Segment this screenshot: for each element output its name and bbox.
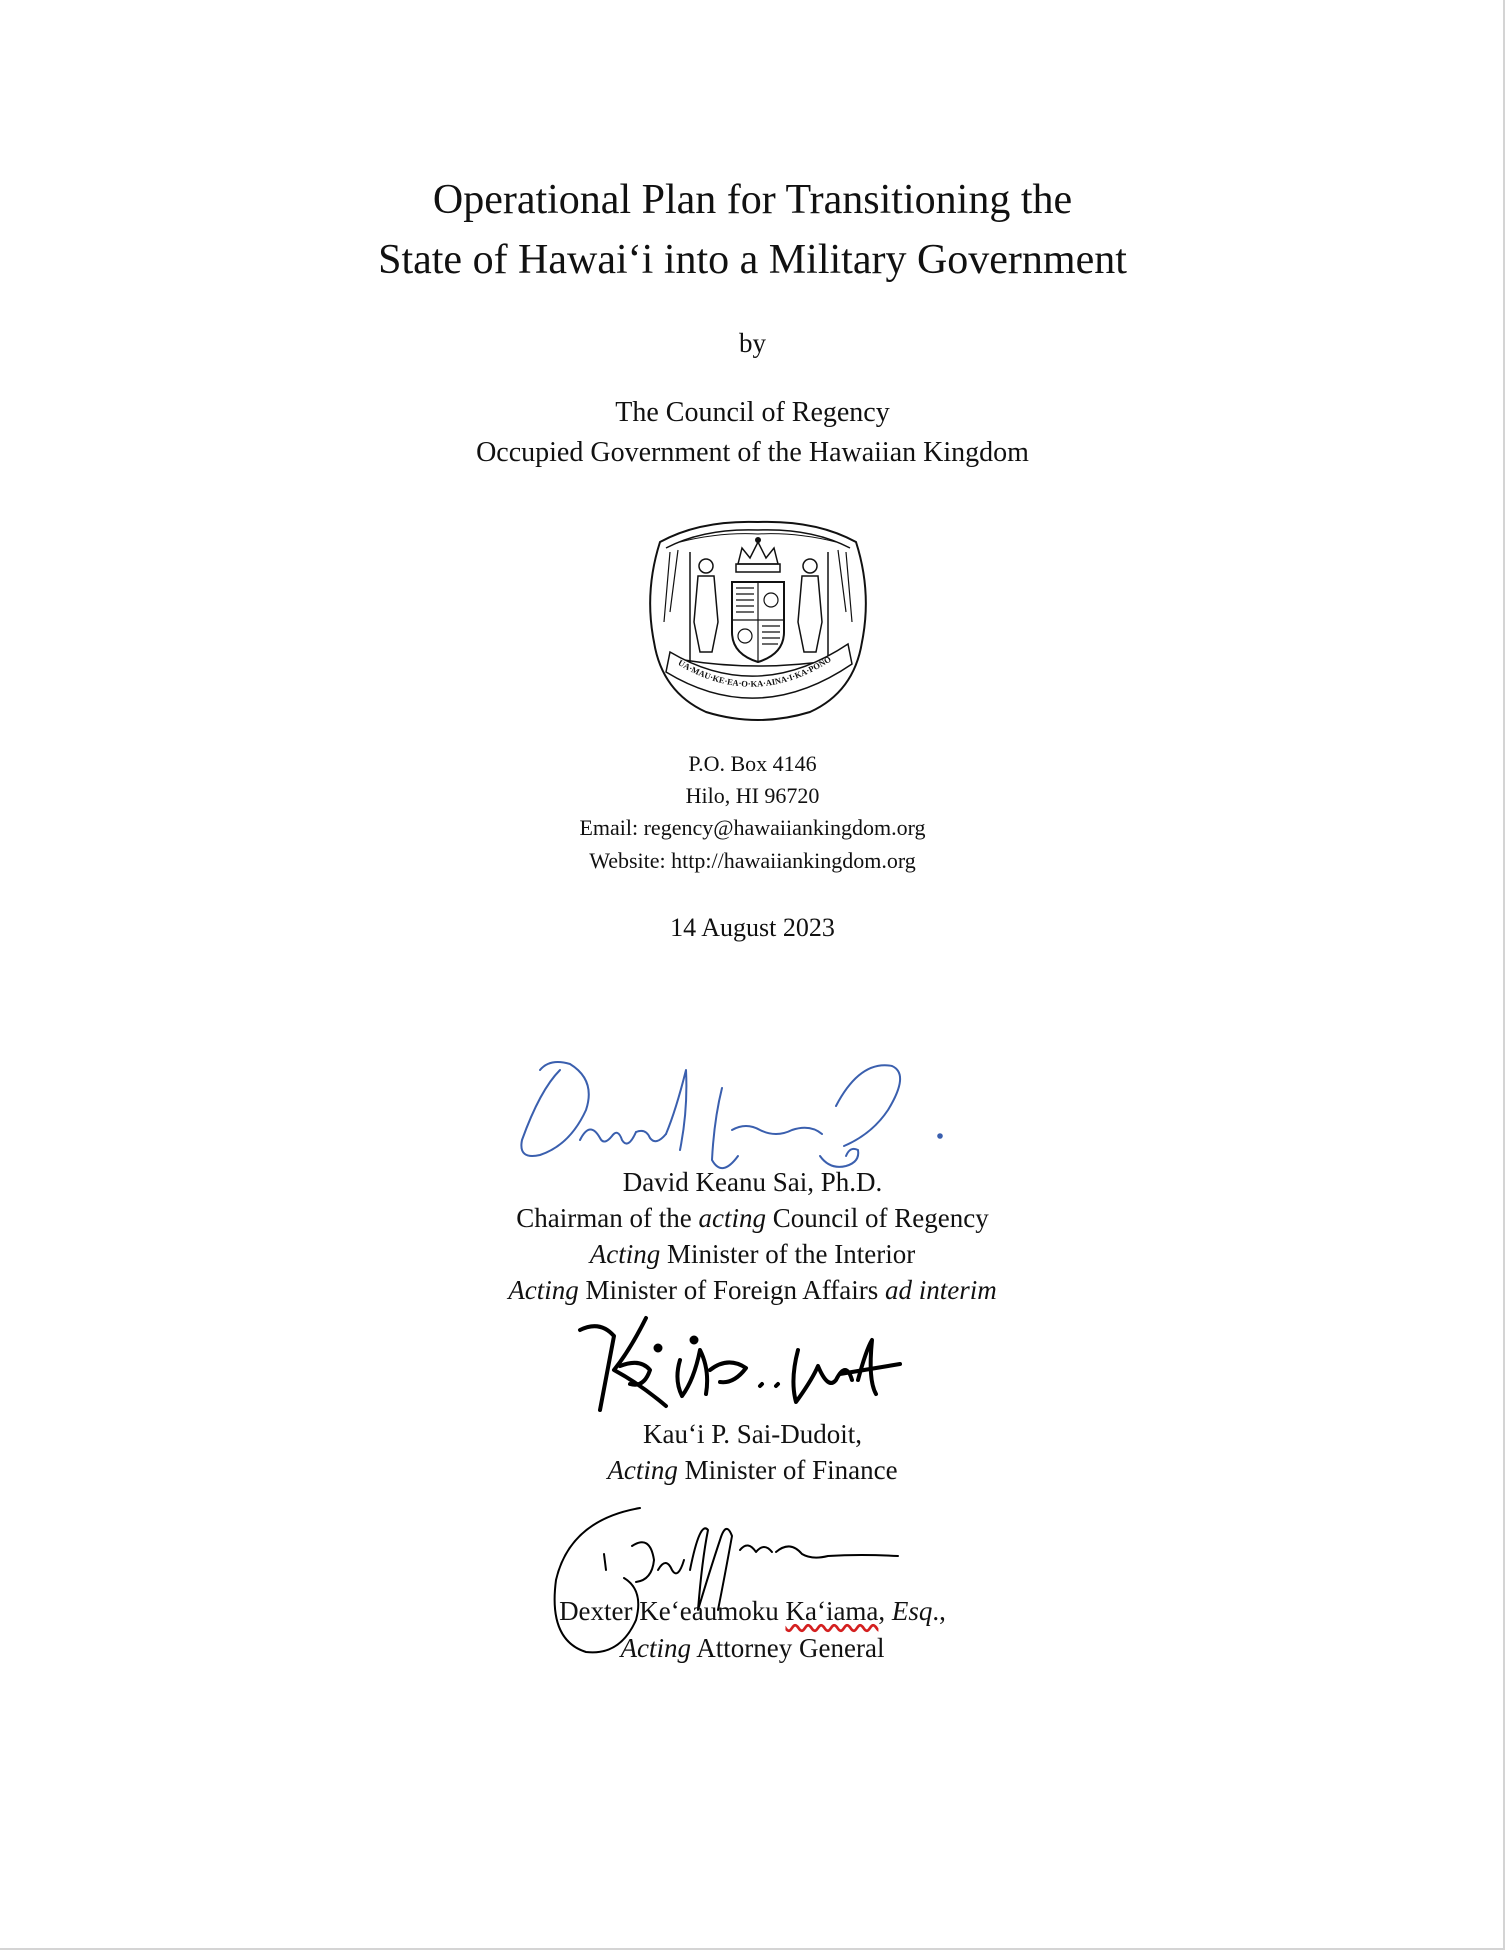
by-line: by [739,328,766,358]
address-city: Hilo, HI 96720 [685,783,820,808]
signatory-kaiama-name: Dexter Ke‘eaumoku Ka‘iama, Esq., [559,1596,946,1626]
document-date: 14 August 2023 [670,913,835,942]
signatory-sai-title-3: Acting Minister of Foreign Affairs ad interim [508,1275,997,1305]
signatory-sai-title-1: Chairman of the acting Council of Regency [516,1203,989,1233]
signature-sai [500,1050,980,1180]
signature-sai-dudoit [570,1310,910,1420]
signatory-sai-dudoit-name: Kau‘i P. Sai-Dudoit, [643,1419,862,1449]
signatory-kaiama-title: Acting Attorney General [620,1633,885,1663]
address-po-box: P.O. Box 4146 [688,751,817,776]
royal-seal-emblem [640,502,876,722]
spellcheck-flagged-word: Ka‘iama [785,1596,879,1626]
address-email: Email: regency@hawaiiankingdom.org [579,815,926,840]
signatory-sai-title-2: Acting Minister of the Interior [589,1239,916,1269]
seal-motto-text: UA·MAU·KE·EA·O·KA·AINA·I·KA·PONO [676,653,833,689]
author-line-1: The Council of Regency [615,397,890,428]
author-line-2: Occupied Government of the Hawaiian Kingdom [476,437,1029,468]
address-website: Website: http://hawaiiankingdom.org [589,848,916,873]
title-line-2: State of Hawai‘i into a Military Government [378,237,1127,283]
signatory-sai-name: David Keanu Sai, Ph.D. [622,1167,883,1197]
title-line-1: Operational Plan for Transitioning the [432,177,1073,223]
signatory-sai-dudoit-title: Acting Minister of Finance [607,1455,898,1485]
